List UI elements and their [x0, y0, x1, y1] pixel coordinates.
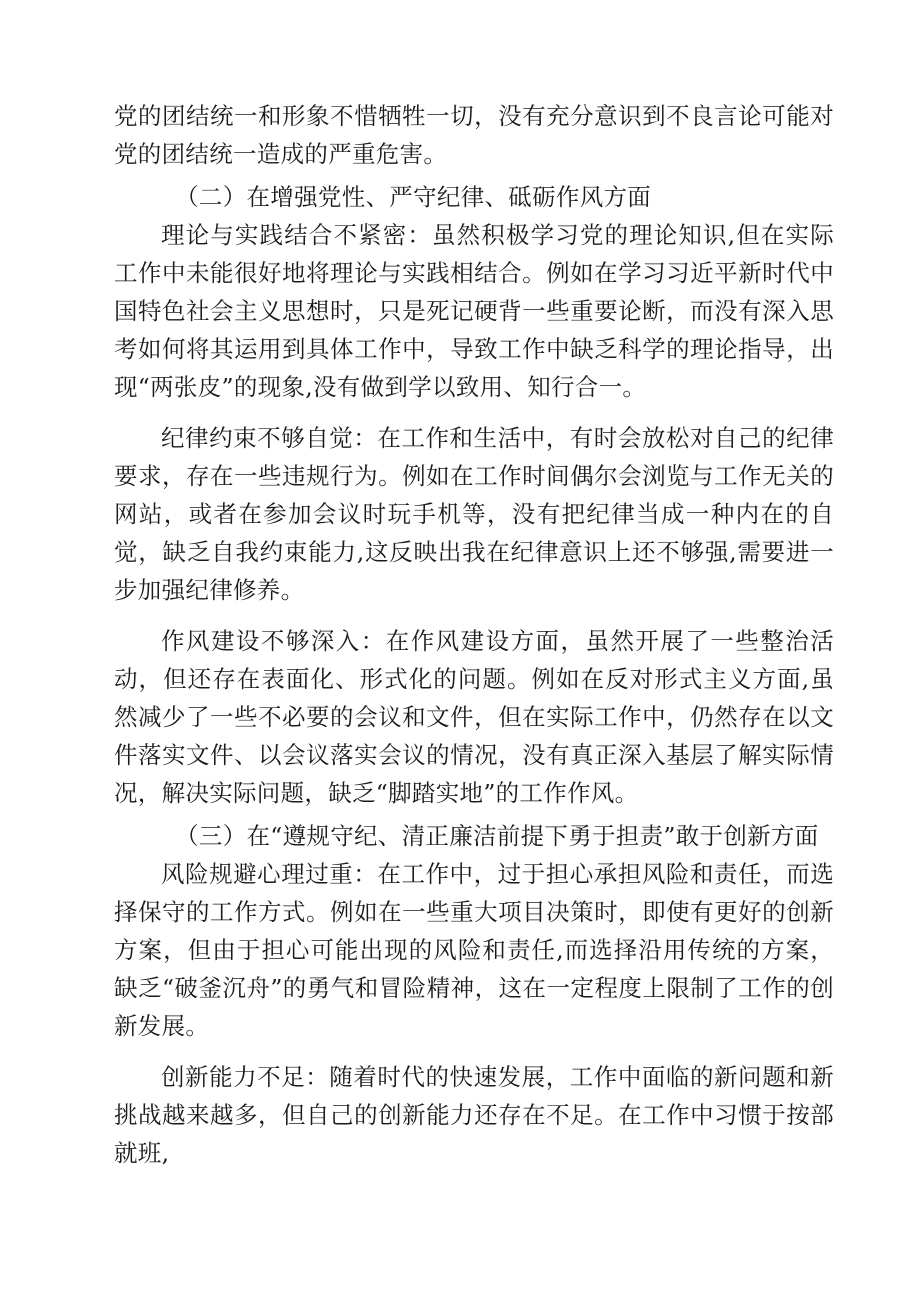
paragraph-innovation: 创新能力不足：随着时代的快速发展，工作中面临的新问题和新挑战越来越多，但自己的创新能力还存在不足。在工作中习惯于按部就班, [114, 1063, 834, 1167]
paragraph-discipline: 纪律约束不够自觉：在工作和生活中，有时会放松对自己的纪律要求，存在一些违规行为。例如在工作时间偶尔会浏览与工作无关的网站，或者在参加会议时玩手机等，没有把纪律当成一种内在的自觉，缺乏自我约束能力,这反映出我在纪律意识上还不够强,需要进一步加强纪律修养。 [114, 424, 834, 604]
paragraph-work-style: 作风建设不够深入：在作风建设方面，虽然开展了一些整治活动，但还存在表面化、形式化的问题。例如在反对形式主义方面,虽然减少了一些不必要的会议和文件，但在实际工作中，仍然存在以文件落实文件、以会议落实会议的情况，没有真正深入基层了解实际情况，解决实际问题，缺乏“脚踏实地”的工作作风。 [114, 627, 834, 807]
section-heading-2: （二）在增强党性、严守纪律、砥砺作风方面 [175, 183, 652, 211]
paragraph-continuation: 党的团结统一和形象不惜牺牲一切，没有充分意识到不良言论可能对党的团结统一造成的严重危害。 [114, 102, 834, 168]
paragraph-risk-avoidance: 风险规避心理过重：在工作中，过于担心承担风险和责任，而选择保守的工作方式。例如在一些重大项目决策时，即使有更好的创新方案，但由于担心可能出现的风险和责任,而选择沿用传统的方案，缺乏“破釜沉舟”的勇气和冒险精神，这在一定程度上限制了工作的创新发展。 [114, 860, 834, 1040]
paragraph-theory-practice: 理论与实践结合不紧密：虽然积极学习党的理论知识,但在实际工作中未能很好地将理论与实践相结合。例如在学习习近平新时代中国特色社会主义思想时，只是死记硬背一些重要论断，而没有深入思考如何将其运用到具体工作中，导致工作中缺乏科学的理论指导，出现“两张皮”的现象,没有做到学以致用、知行合一。 [114, 221, 834, 401]
section-heading-3: （三）在“遵规守纪、清正廉洁前提下勇于担责”敢于创新方面 [175, 822, 819, 850]
document-page [114, 97, 834, 1172]
